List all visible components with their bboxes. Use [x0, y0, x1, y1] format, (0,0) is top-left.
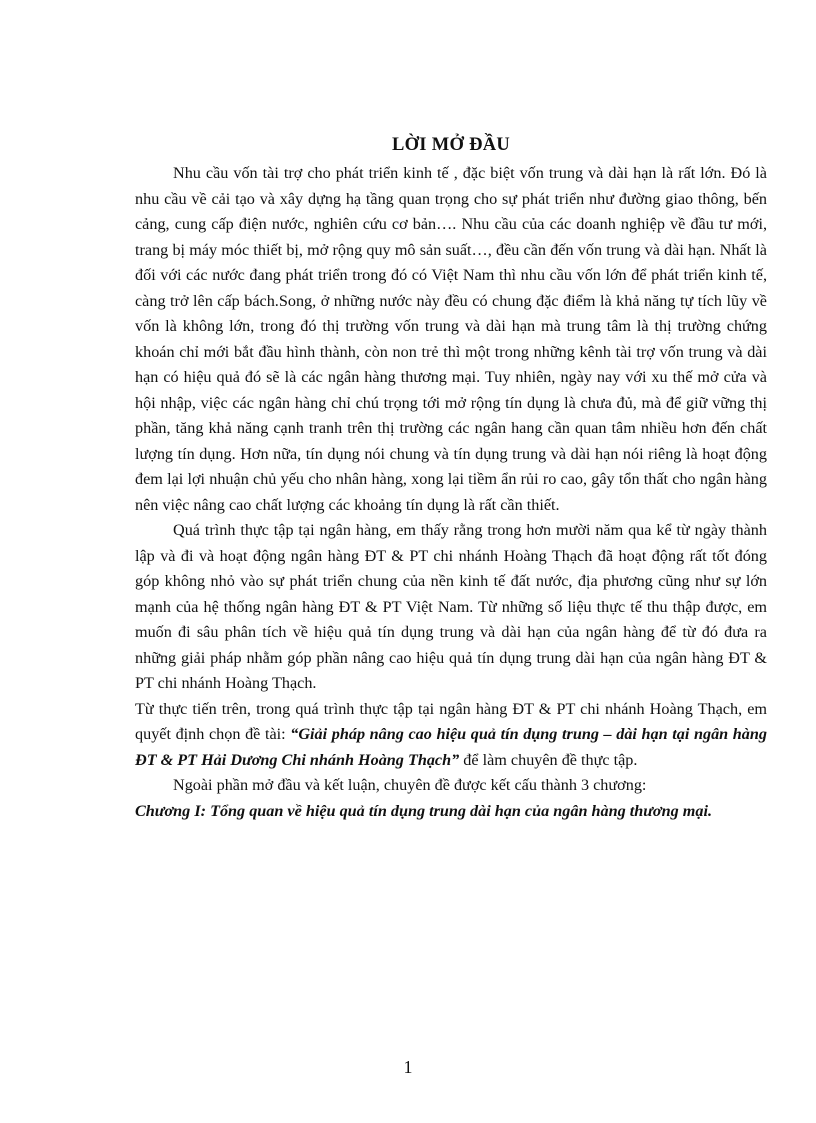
document-page [135, 133, 767, 824]
topic-title: “Giải pháp nâng cao hiệu quả tín dụng trung – dài hạn tại ngân hàng ĐT & PT Hải Dương Chi nhánh Hoàng Thạch” [135, 725, 767, 769]
paragraph-structure: Ngoài phần mở đầu và kết luận, chuyên đề được kết cấu thành 3 chương: [173, 776, 647, 794]
chapter-one-heading: Chương I: Tổng quan về hiệu quả tín dụng trung dài hạn của ngân hàng thương mại. [135, 801, 712, 820]
document-title: LỜI MỞ ĐẦU [391, 135, 511, 155]
topic-end-text: để làm chuyên đề thực tập. [459, 750, 638, 769]
paragraph-internship: Quá trình thực tập tại ngân hàng, em thấy rằng trong hơn mười năm qua kể từ ngày thành lập và đi và hoạt động ngân hàng ĐT & PT chi nhánh Hoàng Thạch đã hoạt động rất tốt đóng góp không nhỏ vào sự phát triển chung của nền kinh tế đất nước, địa phương cũng như sự lớn mạnh của hệ thống ngân hàng ĐT & PT Việt Nam. Từ những số liệu thực tế thu thập được, em muốn đi sâu phân tích về hiệu quả tín dụng trung và dài hạn của ngân hàng để từ đó đưa ra những giải pháp nhằm góp phần nâng cao hiệu quả tín dụng trung dài hạn của ngân hàng ĐT & PT chi nhánh Hoàng Thạch. [135, 521, 767, 692]
paragraph-topic [135, 697, 767, 774]
topic-intro-text: Từ thực tiến trên, trong quá trình thực tập tại ngân hàng ĐT & PT chi nhánh Hoàng Thạch, em quyết định chọn đề tài: [135, 699, 767, 743]
page-number: 1 [403, 1057, 413, 1077]
paragraph-intro: Nhu cầu vốn tài trợ cho phát triển kinh tế , đặc biệt vốn trung và dài hạn là rất lớn. Đó là nhu cầu về cải tạo và xây dựng hạ tầng quan trọng cho sự phát triển như đường giao thông, bến cảng, cung cấp điện nước, nghiên cứu cơ bản…. Nhu cầu của các doanh nghiệp về đầu tư mới, trang bị máy móc thiết bị, mở rộng quy mô sản suất…, đều cần đến vốn trung và dài hạn. Nhất là đối với các nước đang phát triển trong đó có Việt Nam thì nhu cầu vốn lớn để phát triển kinh tế, càng trở lên cấp bách.Song, ở những nước này đều có chung đặc điểm là khả năng tự tích lũy về vốn là không lớn, trong đó thị trường vốn trung và dài hạn mà trung tâm là thị trường chứng khoán chỉ mới bắt đầu hình thành, còn non trẻ thì một trong những kênh tài trợ vốn trung và dài hạn có hiệu quả đó sẽ là các ngân hàng thương mại. Tuy nhiên, ngày nay với xu thế mở cửa và hội nhập, việc các ngân hàng chỉ chú trọng tới mở rộng tín dụng là chưa đủ, mà để giữ vững thị phần, tăng khả năng cạnh tranh trên thị trường các ngân hang cần quan tâm nhiều hơn đến chất lượng tín dụng. Hơn nữa, tín dụng nói chung và tín dụng trung và dài hạn nói riêng là hoạt động đem lại lợi nhuận chủ yếu cho nhân hàng, xong lại tiềm ẩn rủi ro cao, gây tổn thất cho ngân hàng nên việc nâng cao chất lượng các khoảng tín dụng là rất cần thiết. [135, 164, 767, 514]
